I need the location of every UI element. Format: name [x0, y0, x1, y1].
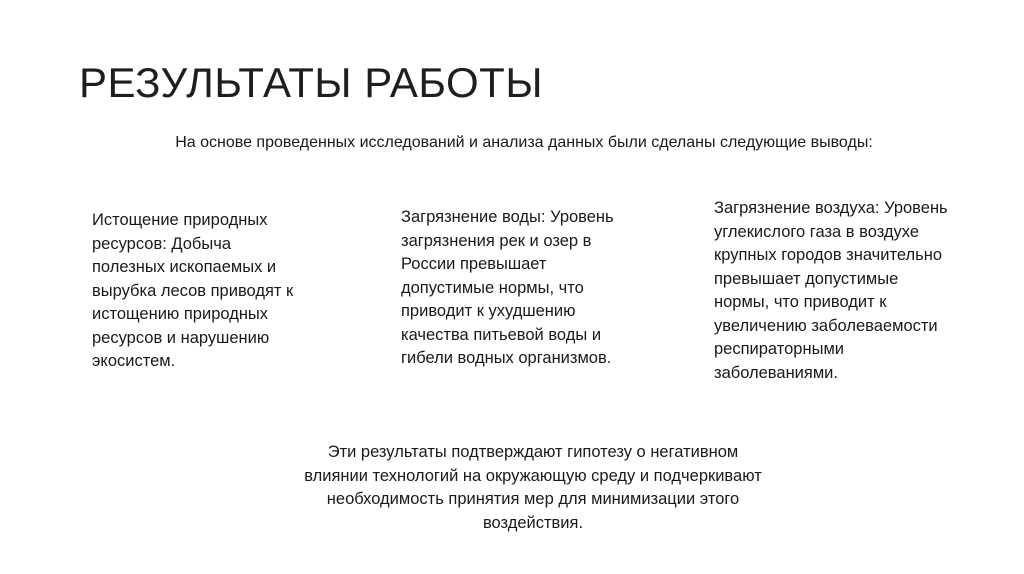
- finding-resources: [92, 209, 293, 374]
- text-line: вырубка лесов приводят к: [92, 281, 294, 300]
- text-line: ресурсов и нарушению: [92, 328, 270, 347]
- text-line: нормы, что приводит к: [714, 293, 887, 311]
- text-line: загрязнения рек и озер в: [401, 231, 592, 250]
- text-line: допустимые нормы, что: [401, 278, 584, 297]
- text-line: необходимость принятия мер для минимизации этого: [326, 490, 740, 508]
- text-line: ресурсов: Добыча: [92, 234, 232, 253]
- text-line: истощению природных: [92, 305, 269, 323]
- text-line: заболеваниями.: [714, 363, 838, 382]
- text-line: Загрязнение воздуха: Уровень: [714, 199, 948, 217]
- text-line: увеличению заболеваемости: [714, 316, 938, 335]
- text-line: превышает допустимые: [714, 269, 899, 288]
- text-line: крупных городов значительно: [714, 246, 942, 264]
- text-line: Загрязнение воды: Уровень: [401, 208, 614, 226]
- text-line: влиянии технологий на окружающую среду и подчеркивают: [304, 466, 762, 485]
- finding-water: [401, 206, 614, 371]
- finding-air: [714, 197, 948, 385]
- slide-subtitle: На основе проведенных исследований и анализа данных были сделаны следующие выводы:: [175, 134, 873, 151]
- text-line: Эти результаты подтверждают гипотезу о негативном: [327, 443, 739, 461]
- text-line: качества питьевой воды и: [401, 325, 602, 344]
- text-line: приводит к ухудшению: [401, 302, 576, 320]
- text-line: России превышает: [401, 255, 547, 273]
- text-line: Истощение природных: [92, 211, 268, 229]
- text-line: экосистем.: [92, 352, 176, 370]
- text-line: воздействия.: [482, 513, 584, 532]
- text-line: гибели водных организмов.: [401, 349, 612, 367]
- text-line: полезных ископаемых и: [92, 258, 277, 276]
- text-line: респираторными: [714, 340, 845, 358]
- slide-title: РЕЗУЛЬТАТЫ РАБОТЫ: [79, 59, 544, 106]
- text-line: углекислого газа в воздухе: [714, 222, 920, 241]
- conclusion: [0, 441, 1024, 535]
